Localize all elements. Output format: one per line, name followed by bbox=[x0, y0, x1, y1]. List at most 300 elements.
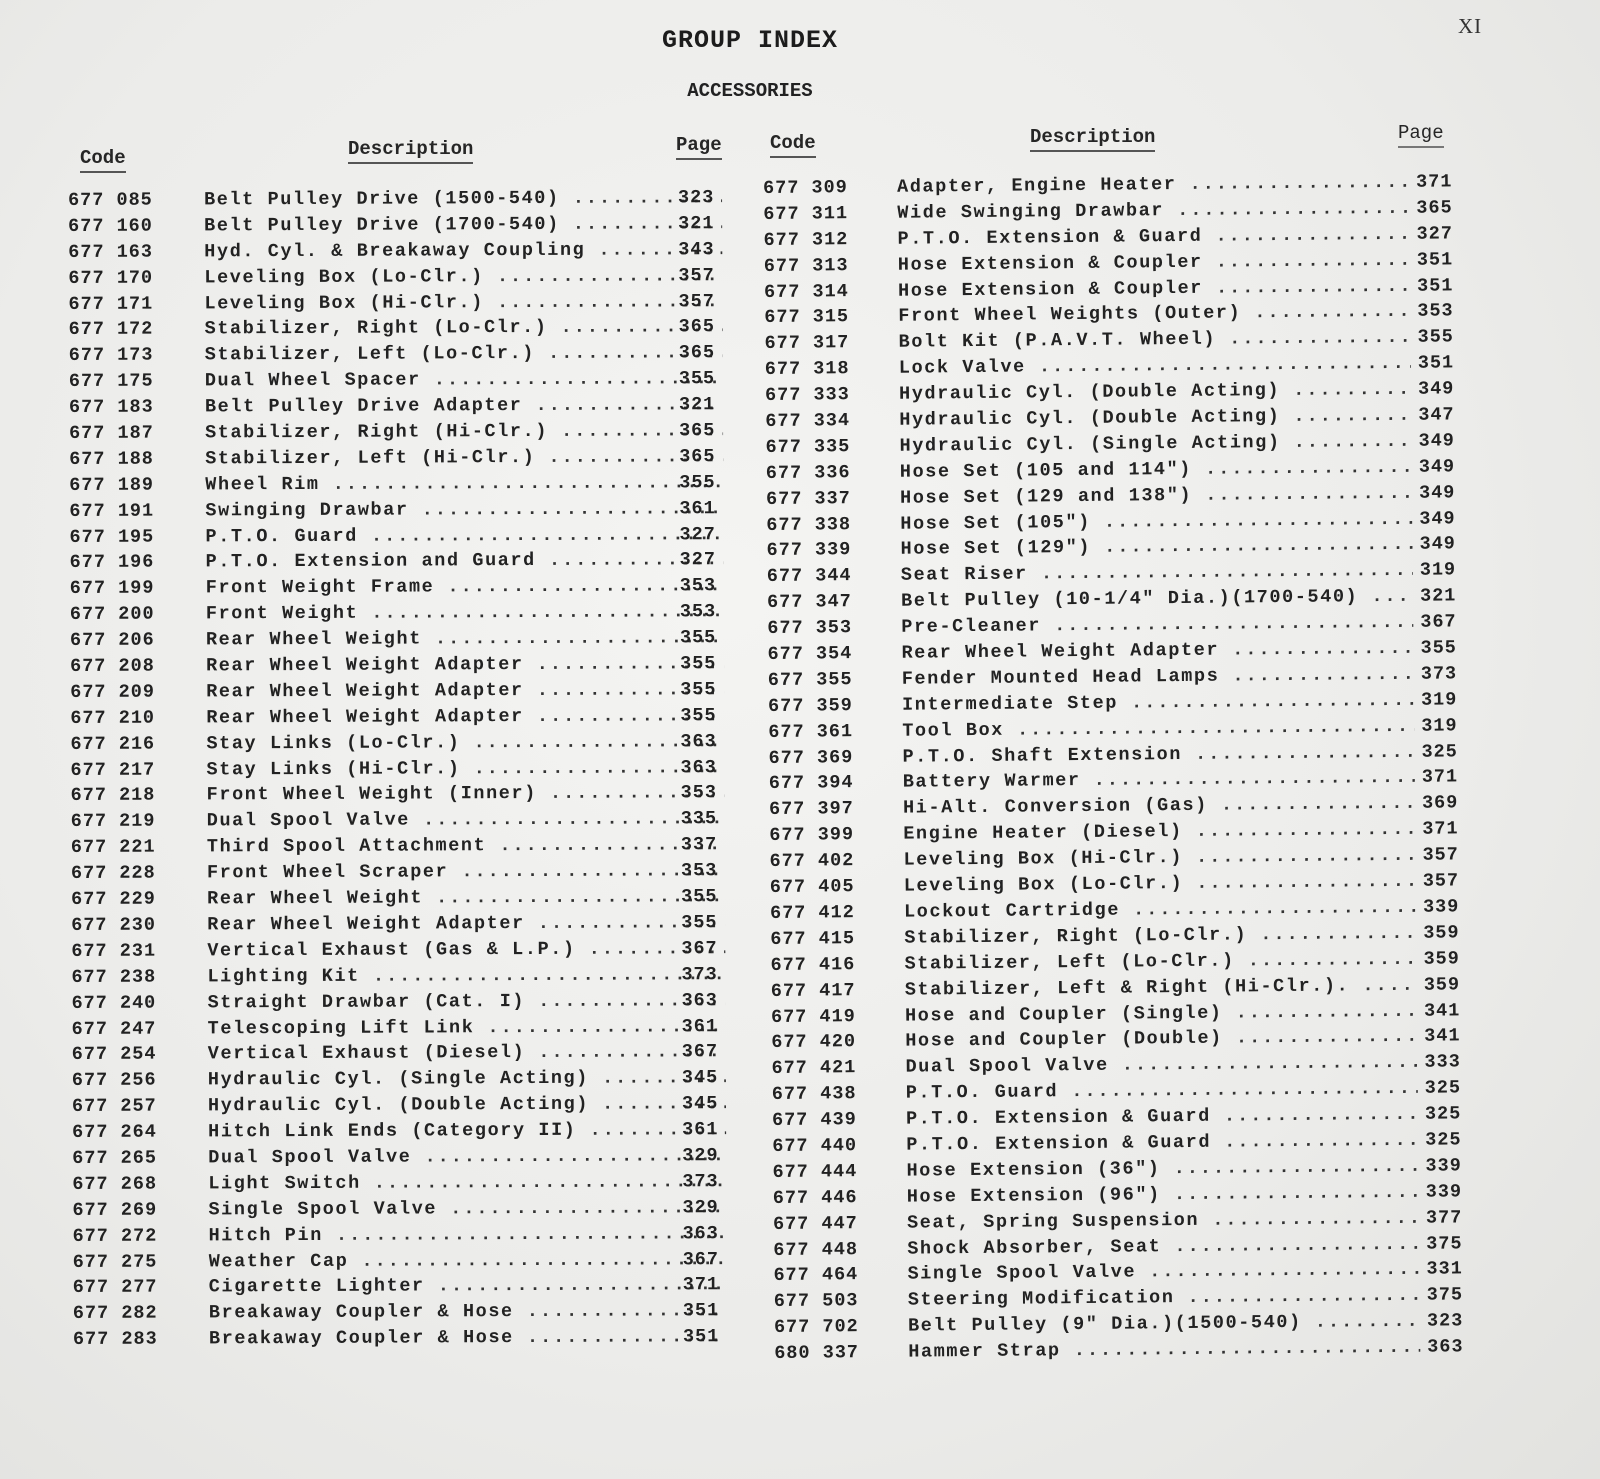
part-code: 677 438 bbox=[771, 1083, 857, 1106]
part-description: Hi-Alt. Conversion (Gas) ..... bbox=[903, 793, 1415, 819]
index-row bbox=[72, 1093, 752, 1122]
index-row bbox=[70, 549, 750, 578]
part-code: 677 160 bbox=[68, 215, 153, 237]
part-code: 677 257 bbox=[71, 1095, 157, 1118]
page-reference: 363 bbox=[680, 756, 717, 778]
part-description: Pre-Cleaner ..... bbox=[901, 612, 1413, 638]
index-row bbox=[73, 1249, 753, 1278]
index-row bbox=[72, 1067, 752, 1096]
part-description: Front Weight ..... bbox=[206, 601, 724, 624]
part-description: Rear Wheel Weight ..... bbox=[206, 627, 724, 650]
left-page-header: Page bbox=[676, 134, 722, 160]
index-row bbox=[73, 1300, 753, 1329]
part-code: 677 503 bbox=[773, 1290, 859, 1313]
part-code: 677 439 bbox=[771, 1109, 857, 1132]
part-description: Hose Set (105 and 114") ..... bbox=[900, 457, 1412, 483]
page-reference: 351 bbox=[682, 1300, 720, 1322]
page-reference: 357 bbox=[678, 290, 715, 312]
part-description: P.T.O. Extension & Guard ..... bbox=[897, 224, 1409, 250]
part-description: Adapter, Engine Heater ..... bbox=[897, 172, 1409, 198]
part-description: Rear Wheel Weight Adapter ..... bbox=[206, 653, 724, 676]
page-reference: 339 bbox=[1422, 896, 1460, 918]
part-code: 677 282 bbox=[72, 1302, 158, 1325]
part-code: 677 171 bbox=[68, 293, 154, 315]
part-description: Vertical Exhaust (Gas & L.P.) ..... bbox=[207, 938, 725, 961]
part-description: Light Switch ..... bbox=[208, 1171, 726, 1194]
page-reference: 373 bbox=[1420, 663, 1458, 685]
page-reference: 355 bbox=[678, 368, 716, 390]
page-reference: 325 bbox=[1425, 1129, 1462, 1151]
part-description: P.T.O. Extension and Guard ..... bbox=[206, 550, 724, 573]
part-code: 677 402 bbox=[769, 850, 855, 873]
page-reference: 363 bbox=[1427, 1336, 1464, 1358]
part-description: Dual Spool Valve ..... bbox=[207, 809, 725, 832]
index-row bbox=[70, 627, 750, 656]
page-reference: 355 bbox=[681, 912, 718, 934]
part-description: Third Spool Attachment ..... bbox=[207, 834, 725, 857]
page-reference: 377 bbox=[1425, 1206, 1463, 1229]
part-code: 677 268 bbox=[72, 1173, 158, 1195]
part-description: Bolt Kit (P.A.V.T. Wheel) ..... bbox=[898, 327, 1410, 353]
page-reference: 353 bbox=[679, 601, 717, 623]
page-reference: 325 bbox=[1424, 1103, 1462, 1125]
page-reference: 371 bbox=[1422, 818, 1459, 840]
part-code: 677 314 bbox=[763, 280, 849, 303]
page-reference: 349 bbox=[1419, 507, 1456, 530]
page-reference: 363 bbox=[680, 730, 717, 753]
index-row bbox=[72, 1145, 752, 1174]
page-reference: 367 bbox=[1420, 611, 1457, 633]
part-description: Belt Pulley Drive (1500-540) ..... bbox=[204, 187, 722, 210]
part-description: Hose Set (105") ..... bbox=[900, 508, 1412, 534]
page-reference: 371 bbox=[1415, 171, 1453, 193]
part-description: Steering Modification ..... bbox=[908, 1285, 1420, 1311]
part-description: Front Weight Frame ..... bbox=[206, 576, 724, 599]
part-description: Hammer Strap ..... bbox=[908, 1337, 1420, 1363]
index-row bbox=[68, 213, 748, 242]
page-reference: 359 bbox=[1423, 922, 1460, 944]
page-reference: 327 bbox=[1416, 223, 1453, 245]
part-description: Hose Extension (96") ..... bbox=[907, 1181, 1419, 1207]
part-description: Dual Spool Valve ..... bbox=[905, 1052, 1417, 1078]
page-reference: 319 bbox=[1419, 559, 1457, 582]
part-code: 677 355 bbox=[767, 669, 853, 691]
part-code: 677 359 bbox=[767, 694, 853, 717]
part-code: 677 415 bbox=[770, 927, 856, 950]
page-reference: 341 bbox=[1424, 1025, 1461, 1048]
page-reference: 373 bbox=[682, 1171, 719, 1193]
page-reference: 325 bbox=[1424, 1077, 1462, 1099]
part-description: Hose Extension & Coupler ..... bbox=[898, 275, 1410, 301]
page-reference: 341 bbox=[1423, 999, 1461, 1022]
part-code: 677 265 bbox=[72, 1147, 157, 1169]
right-code-header: Code bbox=[770, 132, 816, 158]
part-code: 677 335 bbox=[765, 436, 851, 458]
part-code: 677 419 bbox=[770, 1005, 856, 1028]
page-reference: 371 bbox=[682, 1274, 720, 1296]
page-reference: 361 bbox=[682, 1119, 719, 1141]
index-row bbox=[69, 524, 749, 553]
index-row bbox=[72, 1016, 752, 1045]
index-row bbox=[70, 757, 750, 786]
part-code: 677 200 bbox=[69, 603, 155, 626]
part-code: 677 339 bbox=[766, 539, 852, 562]
part-code: 677 354 bbox=[767, 643, 853, 666]
part-code: 677 283 bbox=[72, 1328, 158, 1351]
page-reference: 327 bbox=[679, 549, 716, 571]
page-reference: 319 bbox=[1421, 715, 1458, 737]
part-description: Front Wheel Weight (Inner) ..... bbox=[207, 783, 725, 806]
part-code: 677 440 bbox=[772, 1135, 858, 1157]
page-reference: 339 bbox=[1425, 1155, 1462, 1177]
section-subtitle: ACCESSORIES bbox=[687, 80, 813, 102]
part-code: 677 264 bbox=[72, 1121, 157, 1144]
page-reference: 321 bbox=[1419, 585, 1457, 607]
part-description: Belt Pulley (9" Dia.)(1500-540) ..... bbox=[908, 1311, 1420, 1337]
index-row bbox=[69, 498, 749, 527]
page-reference: 333 bbox=[1424, 1051, 1461, 1073]
part-description: Front Wheel Scraper ..... bbox=[207, 860, 725, 883]
part-code: 677 277 bbox=[72, 1277, 158, 1299]
part-code: 677 444 bbox=[772, 1160, 858, 1183]
part-code: 677 416 bbox=[770, 953, 856, 976]
part-description: Straight Drawbar (Cat. I) ..... bbox=[208, 990, 726, 1013]
part-description: Seat, Spring Suspension ..... bbox=[907, 1207, 1419, 1233]
part-description: Stabilizer, Left & Right (Hi-Clr.). ..... bbox=[905, 974, 1417, 1000]
part-code: 677 187 bbox=[69, 422, 154, 445]
page-reference: 349 bbox=[1417, 378, 1455, 400]
index-row bbox=[69, 342, 749, 371]
index-row bbox=[72, 1119, 752, 1148]
page-reference: 357 bbox=[678, 264, 715, 287]
index-row bbox=[68, 291, 748, 320]
index-row bbox=[69, 446, 749, 475]
part-description: Battery Warmer ..... bbox=[903, 767, 1415, 793]
page-reference: 367 bbox=[681, 938, 718, 960]
part-code: 677 312 bbox=[763, 228, 849, 251]
part-code: 677 208 bbox=[70, 655, 155, 678]
page-reference: 329 bbox=[682, 1196, 719, 1219]
part-description: P.T.O. Guard ..... bbox=[906, 1078, 1418, 1104]
part-description: Fender Mounted Head Lamps ..... bbox=[902, 664, 1414, 690]
page-reference: 327 bbox=[679, 523, 716, 545]
part-description: Seat Riser ..... bbox=[901, 560, 1413, 586]
part-description: Hydraulic Cyl. (Single Acting) ..... bbox=[208, 1067, 726, 1090]
page-reference: 345 bbox=[681, 1067, 719, 1089]
page-reference: 351 bbox=[682, 1326, 720, 1348]
part-description: P.T.O. Guard ..... bbox=[205, 524, 723, 547]
part-description: Single Spool Valve ..... bbox=[208, 1197, 726, 1220]
right-page-header: Page bbox=[1398, 122, 1444, 148]
page-reference: 343 bbox=[678, 238, 715, 261]
index-row bbox=[69, 420, 749, 449]
part-description: Cigarette Lighter ..... bbox=[209, 1275, 727, 1298]
part-description: Engine Heater (Diesel) ..... bbox=[903, 819, 1415, 845]
part-code: 677 317 bbox=[764, 332, 850, 355]
part-description: Weather Cap ..... bbox=[209, 1249, 727, 1272]
index-row bbox=[72, 990, 752, 1019]
index-row bbox=[70, 731, 750, 760]
part-description: Hitch Link Ends (Category II) ..... bbox=[208, 1119, 726, 1142]
part-code: 677 183 bbox=[68, 396, 154, 419]
page-reference: 323 bbox=[677, 187, 715, 209]
page-reference: 355 bbox=[1417, 326, 1454, 349]
part-description: Stabilizer, Left (Lo-Clr.) ..... bbox=[904, 948, 1416, 974]
index-row bbox=[70, 575, 750, 604]
part-description: Rear Wheel Weight Adapter ..... bbox=[206, 679, 724, 702]
index-row bbox=[71, 860, 751, 889]
part-description: Breakaway Coupler & Hose ..... bbox=[209, 1326, 727, 1349]
page-reference: 357 bbox=[1422, 844, 1459, 866]
part-description: Stay Links (Hi-Clr.) ..... bbox=[206, 757, 724, 780]
part-code: 677 336 bbox=[765, 461, 851, 484]
part-code: 677 421 bbox=[771, 1057, 857, 1080]
part-description: Hydraulic Cyl. (Double Acting) ..... bbox=[208, 1093, 726, 1116]
part-code: 677 361 bbox=[768, 720, 854, 743]
part-code: 677 369 bbox=[768, 746, 854, 769]
part-description: Leveling Box (Lo-Clr.) ..... bbox=[204, 265, 722, 288]
part-code: 677 231 bbox=[71, 940, 157, 962]
part-description: Tool Box ..... bbox=[902, 715, 1414, 741]
index-row bbox=[71, 808, 751, 837]
index-row bbox=[71, 938, 751, 967]
part-description: Hose Extension & Coupler ..... bbox=[898, 249, 1410, 275]
page-reference: 355 bbox=[1420, 637, 1457, 659]
page-reference: 355 bbox=[680, 653, 717, 675]
index-row bbox=[72, 1171, 752, 1200]
page-reference: 319 bbox=[1420, 689, 1458, 711]
part-code: 677 188 bbox=[69, 448, 154, 470]
page-reference: 361 bbox=[679, 497, 716, 520]
part-code: 677 447 bbox=[772, 1212, 858, 1235]
page-reference: 353 bbox=[679, 575, 717, 597]
part-code: 677 394 bbox=[768, 772, 854, 795]
part-code: 677 219 bbox=[70, 810, 156, 833]
index-row bbox=[71, 912, 751, 941]
page-reference: 375 bbox=[1426, 1284, 1464, 1306]
part-code: 677 256 bbox=[71, 1069, 157, 1092]
right-description-header: Description bbox=[1030, 126, 1155, 152]
part-description: Rear Wheel Weight Adapter ..... bbox=[206, 705, 724, 728]
part-code: 677 315 bbox=[764, 306, 850, 329]
page-reference: 351 bbox=[1416, 274, 1454, 297]
index-row bbox=[71, 964, 751, 993]
part-code: 677 172 bbox=[68, 319, 154, 341]
page-reference: 355 bbox=[680, 679, 717, 701]
part-code: 677 240 bbox=[71, 992, 157, 1014]
right-index-column bbox=[763, 171, 1534, 1369]
part-code: 677 209 bbox=[70, 681, 155, 703]
part-code: 677 173 bbox=[68, 344, 154, 367]
part-code: 677 163 bbox=[68, 241, 154, 263]
page-reference: 353 bbox=[1417, 300, 1454, 323]
index-row bbox=[73, 1274, 753, 1303]
part-code: 677 254 bbox=[71, 1044, 157, 1066]
left-code-header: Code bbox=[80, 147, 126, 173]
part-code: 677 217 bbox=[70, 759, 156, 781]
part-code: 677 085 bbox=[68, 189, 153, 211]
part-description: Lighting Kit ..... bbox=[207, 964, 725, 987]
page-reference: 329 bbox=[682, 1145, 719, 1167]
part-description: Rear Wheel Weight Adapter ..... bbox=[901, 638, 1413, 664]
part-code: 677 333 bbox=[764, 384, 850, 407]
index-row bbox=[70, 601, 750, 630]
part-description: Lock Valve ..... bbox=[899, 353, 1411, 379]
page-reference: 335 bbox=[680, 808, 718, 830]
part-description: Hose and Coupler (Single) ..... bbox=[905, 1000, 1417, 1026]
page-reference: 349 bbox=[1418, 430, 1455, 452]
part-code: 677 309 bbox=[763, 177, 848, 199]
page-reference: 355 bbox=[679, 627, 717, 649]
part-code: 677 175 bbox=[68, 370, 154, 393]
index-row bbox=[70, 679, 750, 708]
page-reference: 347 bbox=[1418, 404, 1455, 426]
left-description-header: Description bbox=[348, 138, 473, 164]
index-row bbox=[72, 1197, 752, 1226]
part-description: Rear Wheel Weight ..... bbox=[207, 886, 725, 909]
index-row bbox=[69, 316, 749, 345]
part-description: Breakaway Coupler & Hose ..... bbox=[209, 1300, 727, 1323]
index-row bbox=[70, 653, 750, 682]
page-reference: 353 bbox=[680, 782, 717, 804]
part-code: 677 230 bbox=[71, 914, 156, 936]
page-reference: 359 bbox=[1423, 973, 1461, 996]
page-reference: 371 bbox=[1421, 766, 1459, 789]
part-description: Stabilizer, Right (Lo-Clr.) ..... bbox=[904, 923, 1416, 949]
page-reference: 339 bbox=[1425, 1181, 1463, 1203]
page-reference: 323 bbox=[1426, 1310, 1464, 1332]
page-reference: 353 bbox=[680, 860, 718, 882]
page-reference: 349 bbox=[1418, 482, 1456, 504]
index-row bbox=[69, 368, 749, 397]
part-code: 677 199 bbox=[69, 577, 155, 600]
part-description: Dual Spool Valve ..... bbox=[208, 1145, 726, 1168]
part-code: 677 412 bbox=[769, 902, 855, 924]
page-title: GROUP INDEX bbox=[661, 26, 839, 55]
part-code: 677 338 bbox=[766, 513, 852, 536]
part-description: Vertical Exhaust (Diesel) ..... bbox=[208, 1042, 726, 1065]
part-description: Hose Set (129") ..... bbox=[900, 534, 1412, 560]
part-description: Leveling Box (Hi-Clr.) ..... bbox=[204, 291, 722, 314]
page-reference: 337 bbox=[680, 834, 718, 856]
part-description: P.T.O. Shaft Extension ..... bbox=[902, 741, 1414, 767]
part-code: 677 405 bbox=[769, 876, 855, 899]
part-code: 677 334 bbox=[765, 410, 851, 433]
index-row bbox=[71, 886, 751, 915]
page-reference: 363 bbox=[681, 989, 718, 1011]
part-description: Belt Pulley (10-1/4" Dia.)(1700-540) ..... bbox=[901, 586, 1413, 612]
page-reference: 331 bbox=[1426, 1258, 1463, 1281]
page-reference: 375 bbox=[1426, 1232, 1463, 1255]
part-description: Intermediate Step ..... bbox=[902, 690, 1414, 716]
index-row bbox=[73, 1326, 753, 1355]
page-reference: 351 bbox=[1417, 352, 1455, 374]
part-code: 677 210 bbox=[70, 707, 156, 729]
page-reference: 325 bbox=[1421, 740, 1458, 763]
page-reference: 365 bbox=[678, 342, 716, 364]
part-description: Telescoping Lift Link ..... bbox=[208, 1016, 726, 1039]
page-number: XI bbox=[1458, 14, 1483, 38]
part-code: 677 189 bbox=[69, 474, 155, 496]
page-reference: 365 bbox=[678, 316, 715, 338]
index-row bbox=[68, 239, 748, 268]
part-code: 677 347 bbox=[766, 591, 852, 614]
part-description: Lockout Cartridge ..... bbox=[904, 897, 1416, 923]
page-reference: 355 bbox=[680, 704, 717, 727]
part-description: Hose Extension (36") ..... bbox=[906, 1156, 1418, 1182]
part-description: Stabilizer, Left (Hi-Clr.) ..... bbox=[205, 446, 723, 469]
part-code: 677 195 bbox=[69, 526, 155, 548]
left-index-column bbox=[68, 187, 753, 1355]
index-row bbox=[69, 472, 749, 501]
part-code: 677 216 bbox=[70, 733, 156, 755]
part-code: 677 420 bbox=[771, 1031, 857, 1054]
page-reference: 355 bbox=[679, 471, 716, 494]
part-description: Belt Pulley Drive (1700-540) ..... bbox=[204, 213, 722, 236]
part-code: 677 313 bbox=[763, 254, 849, 277]
part-code: 677 448 bbox=[773, 1238, 859, 1261]
part-code: 677 269 bbox=[72, 1199, 158, 1221]
index-row bbox=[71, 834, 751, 863]
part-description: Hydraulic Cyl. (Double Acting) ..... bbox=[899, 405, 1411, 431]
part-code: 677 228 bbox=[70, 862, 156, 885]
part-code: 677 238 bbox=[71, 966, 157, 988]
index-row bbox=[72, 1041, 752, 1070]
part-description: Stabilizer, Right (Lo-Clr.) ..... bbox=[205, 317, 723, 340]
part-code: 677 196 bbox=[69, 552, 155, 574]
part-description: Hydraulic Cyl. (Single Acting) ..... bbox=[899, 431, 1411, 457]
part-description: Stay Links (Lo-Clr.) ..... bbox=[206, 731, 724, 754]
part-description: Dual Wheel Spacer ..... bbox=[205, 368, 723, 391]
part-code: 677 218 bbox=[70, 785, 156, 807]
page-reference: 365 bbox=[1416, 197, 1453, 219]
part-description: Belt Pulley Drive Adapter ..... bbox=[205, 394, 723, 417]
page-reference: 359 bbox=[1423, 948, 1460, 970]
page-reference: 361 bbox=[681, 1015, 719, 1037]
part-code: 677 464 bbox=[773, 1264, 859, 1287]
part-description: Hyd. Cyl. & Breakaway Coupling ..... bbox=[204, 239, 722, 262]
page-reference: 357 bbox=[1422, 870, 1460, 892]
part-description: Shock Absorber, Seat ..... bbox=[907, 1233, 1419, 1259]
index-row bbox=[70, 705, 750, 734]
part-description: Hitch Pin ..... bbox=[209, 1223, 727, 1246]
part-code: 677 191 bbox=[69, 500, 155, 522]
page-reference: 321 bbox=[678, 394, 716, 416]
part-code: 677 221 bbox=[70, 836, 156, 859]
page-reference: 365 bbox=[679, 420, 716, 442]
page-reference: 345 bbox=[681, 1093, 719, 1115]
page-reference: 349 bbox=[1418, 456, 1456, 478]
part-description: Hose and Coupler (Double) ..... bbox=[905, 1026, 1417, 1052]
page-reference: 367 bbox=[682, 1248, 720, 1270]
page-reference: 365 bbox=[679, 446, 716, 468]
part-description: Hydraulic Cyl. (Double Acting) ..... bbox=[899, 379, 1411, 405]
part-description: Stabilizer, Right (Hi-Clr.) ..... bbox=[205, 420, 723, 443]
part-description: P.T.O. Extension & Guard ..... bbox=[906, 1130, 1418, 1156]
part-code: 677 353 bbox=[767, 617, 853, 640]
part-code: 677 229 bbox=[71, 888, 156, 911]
part-description: Wheel Rim ..... bbox=[205, 472, 723, 495]
part-description: Swinging Drawbar ..... bbox=[205, 498, 723, 521]
part-code: 677 275 bbox=[72, 1251, 158, 1273]
part-description: Single Spool Valve ..... bbox=[907, 1259, 1419, 1285]
part-description: Hose Set (129 and 138") ..... bbox=[900, 482, 1412, 508]
part-code: 677 206 bbox=[69, 629, 155, 652]
part-code: 677 702 bbox=[773, 1316, 859, 1339]
part-code: 677 397 bbox=[768, 798, 854, 821]
part-description: P.T.O. Extension & Guard ..... bbox=[906, 1104, 1418, 1130]
part-code: 677 344 bbox=[766, 565, 852, 588]
